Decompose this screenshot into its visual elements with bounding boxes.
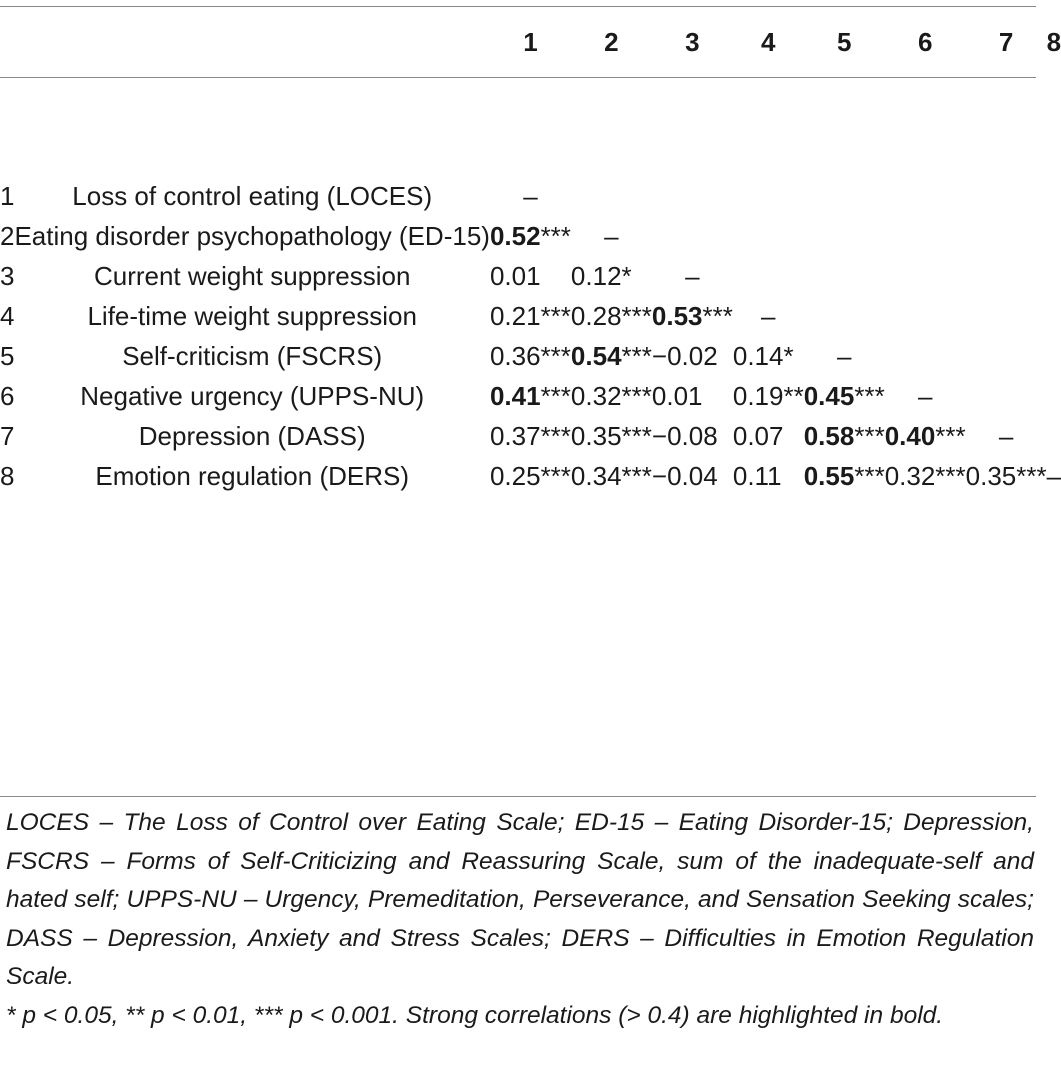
correlation-cell	[1047, 376, 1061, 416]
significance-stars: ***	[854, 421, 885, 451]
row-variable-label: Current weight suppression	[93, 261, 411, 291]
correlation-cell	[804, 216, 885, 256]
row-number: 5	[0, 341, 15, 371]
significance-stars: ***	[621, 421, 652, 451]
correlation-value: 0.41	[489, 381, 541, 411]
correlation-value: –	[836, 341, 852, 371]
correlation-cell	[652, 296, 733, 336]
correlation-value: 0.54	[570, 341, 622, 371]
significance-stars: ***	[540, 301, 571, 331]
correlation-cell	[652, 256, 733, 296]
correlation-value: 0.25	[489, 461, 541, 491]
correlation-value: 0.07	[732, 421, 784, 451]
significance-stars: ***	[854, 461, 885, 491]
column-header-3: 3	[685, 27, 700, 57]
significance-stars: ***	[621, 301, 652, 331]
significance-note: * p < 0.05, ** p < 0.01, *** p < 0.001. Strong correlations (> 0.4) are highlighted in bold.	[6, 1001, 944, 1029]
significance-stars: ***	[540, 221, 571, 251]
table-footnotes	[6, 804, 1034, 1035]
column-header-5: 5	[836, 27, 852, 57]
significance-stars: ***	[1016, 461, 1047, 491]
correlation-value: 0.32	[884, 461, 936, 491]
correlation-cell	[571, 336, 652, 376]
correlation-cell	[804, 336, 885, 376]
significance-stars: ***	[540, 381, 571, 411]
correlation-value: 0.40	[884, 421, 936, 451]
correlation-value: –	[1046, 461, 1061, 491]
correlation-cell	[733, 296, 804, 336]
row-variable-label: Loss of control eating (LOCES)	[72, 181, 433, 211]
correlation-value: 0.36	[489, 341, 541, 371]
correlation-cell	[804, 416, 885, 456]
correlation-cell	[1047, 84, 1061, 216]
correlation-cell	[1047, 256, 1061, 296]
table-bottom-rule	[0, 796, 1036, 797]
correlation-cell	[885, 336, 966, 376]
correlation-cell	[885, 84, 966, 216]
table-row	[0, 256, 1061, 296]
correlation-cell	[804, 376, 885, 416]
correlation-cell	[571, 256, 652, 296]
correlation-value: –	[917, 381, 933, 411]
column-header-6: 6	[917, 27, 933, 57]
correlation-value: 0.58	[803, 421, 855, 451]
significance-stars: ***	[540, 461, 571, 491]
correlation-cell	[571, 216, 652, 256]
significance-stars: *	[783, 341, 794, 371]
row-variable-label: Self-criticism (FSCRS)	[122, 341, 383, 371]
correlation-cell	[885, 256, 966, 296]
correlation-value: 0.35	[570, 421, 622, 451]
correlation-cell	[733, 376, 804, 416]
correlation-cell	[733, 456, 804, 496]
table-row	[0, 416, 1061, 456]
correlation-cell	[966, 216, 1047, 256]
correlation-value: 0.55	[803, 461, 855, 491]
header-blank-num	[0, 0, 14, 84]
row-number: 1	[0, 181, 15, 211]
correlation-value: 0.19	[732, 381, 784, 411]
correlation-value: 0.01	[651, 381, 703, 411]
column-header-2: 2	[604, 27, 619, 57]
row-variable-label: Negative urgency (UPPS-NU)	[80, 381, 425, 411]
header-row	[0, 0, 1061, 84]
correlation-cell	[885, 456, 966, 496]
correlation-cell	[966, 84, 1047, 216]
correlation-value: −0.08	[651, 421, 718, 451]
row-variable-label: Life-time weight suppression	[87, 301, 417, 331]
correlation-cell	[885, 376, 966, 416]
row-variable-label: Emotion regulation (DERS)	[95, 461, 409, 491]
significance-stars: **	[783, 381, 804, 411]
correlation-cell	[966, 336, 1047, 376]
correlation-cell	[1047, 456, 1061, 496]
correlation-cell	[652, 376, 733, 416]
correlation-cell	[1047, 216, 1061, 256]
row-number: 3	[0, 261, 15, 291]
correlation-cell	[733, 336, 804, 376]
correlation-cell	[804, 296, 885, 336]
correlation-cell	[571, 376, 652, 416]
correlation-value: −0.04	[651, 461, 718, 491]
correlation-cell	[966, 256, 1047, 296]
correlation-cell	[966, 296, 1047, 336]
abbreviations-note: LOCES – The Loss of Control over Eating Scale; ED-15 – Eating Disorder-15; Depression, FSCRS – Forms of Self-Criticizing and Reassuring Scale, sum of the inadequate-self and hated self; UPPS-NU – Urgency, Premeditation, Perseverance, and Sensation Seeking scales; DASS – Depression, Anxiety and Stress Scales; DERS – Difficulties in Emotion Regulation Scale.	[6, 809, 1034, 990]
correlation-cell	[490, 416, 571, 456]
correlation-cell	[571, 416, 652, 456]
correlation-value: 0.53	[651, 301, 703, 331]
correlation-value: –	[523, 181, 538, 211]
correlation-cell	[804, 456, 885, 496]
significance-stars: ***	[854, 381, 885, 411]
correlation-cell	[652, 456, 733, 496]
table-row	[0, 376, 1061, 416]
table-row	[0, 296, 1061, 336]
correlation-cell	[804, 256, 885, 296]
correlation-value: 0.28	[570, 301, 622, 331]
column-header-7: 7	[998, 27, 1014, 57]
correlation-cell	[733, 216, 804, 256]
significance-stars: ***	[621, 341, 652, 371]
correlation-cell	[733, 416, 804, 456]
table-row	[0, 216, 1061, 256]
correlation-value: 0.37	[489, 421, 541, 451]
correlation-value: –	[604, 221, 619, 251]
correlation-cell	[490, 336, 571, 376]
correlation-cell	[885, 296, 966, 336]
correlation-cell	[966, 416, 1047, 456]
row-number: 7	[0, 421, 15, 451]
correlation-cell	[571, 84, 652, 216]
column-header-4: 4	[761, 27, 776, 57]
table-row	[0, 336, 1061, 376]
correlation-cell	[490, 256, 571, 296]
correlation-cell	[490, 216, 571, 256]
correlation-cell	[966, 456, 1047, 496]
correlation-cell	[733, 84, 804, 216]
significance-stars: ***	[935, 421, 966, 451]
correlation-cell	[885, 216, 966, 256]
correlation-cell	[571, 456, 652, 496]
significance-stars: ***	[702, 301, 733, 331]
correlation-value: 0.01	[489, 261, 541, 291]
correlation-cell	[1047, 336, 1061, 376]
correlation-table	[0, 0, 1061, 496]
correlation-cell	[490, 84, 571, 216]
correlation-cell	[652, 336, 733, 376]
table-row	[0, 84, 1061, 216]
table-body	[0, 84, 1061, 496]
correlation-value: 0.14	[732, 341, 784, 371]
correlation-value: −0.02	[651, 341, 718, 371]
correlation-value: –	[761, 301, 776, 331]
correlation-cell	[652, 216, 733, 256]
significance-stars: ***	[935, 461, 966, 491]
correlation-cell	[804, 84, 885, 216]
correlation-cell	[1047, 296, 1061, 336]
row-variable-label: Depression (DASS)	[138, 421, 366, 451]
correlation-value: 0.35	[965, 461, 1017, 491]
correlation-cell	[1047, 416, 1061, 456]
row-number: 6	[0, 381, 15, 411]
table-row	[0, 456, 1061, 496]
correlation-value: 0.21	[489, 301, 541, 331]
correlation-cell	[885, 416, 966, 456]
column-header-1: 1	[523, 27, 538, 57]
correlation-value: 0.45	[803, 381, 855, 411]
correlation-cell	[490, 456, 571, 496]
significance-stars: ***	[621, 381, 652, 411]
correlation-value: –	[685, 261, 700, 291]
row-number: 2	[0, 221, 15, 251]
correlation-cell	[966, 376, 1047, 416]
correlation-cell	[490, 296, 571, 336]
significance-stars: *	[621, 261, 632, 291]
row-number: 4	[0, 301, 15, 331]
significance-stars: ***	[540, 341, 571, 371]
correlation-cell	[652, 84, 733, 216]
correlation-value: 0.52	[489, 221, 541, 251]
correlation-cell	[571, 296, 652, 336]
significance-stars: ***	[540, 421, 571, 451]
header-blank-label	[14, 0, 489, 84]
correlation-cell	[733, 256, 804, 296]
correlation-value: 0.34	[570, 461, 622, 491]
correlation-cell	[652, 416, 733, 456]
significance-stars: ***	[621, 461, 652, 491]
correlation-value: 0.32	[570, 381, 622, 411]
row-number: 8	[0, 461, 15, 491]
column-header-8: 8	[1046, 27, 1061, 57]
correlation-cell	[490, 376, 571, 416]
correlation-value: –	[998, 421, 1014, 451]
correlation-value: 0.11	[732, 461, 782, 491]
correlation-value: 0.12	[570, 261, 622, 291]
row-variable-label: Eating disorder psychopathology (ED-15)	[14, 221, 490, 251]
